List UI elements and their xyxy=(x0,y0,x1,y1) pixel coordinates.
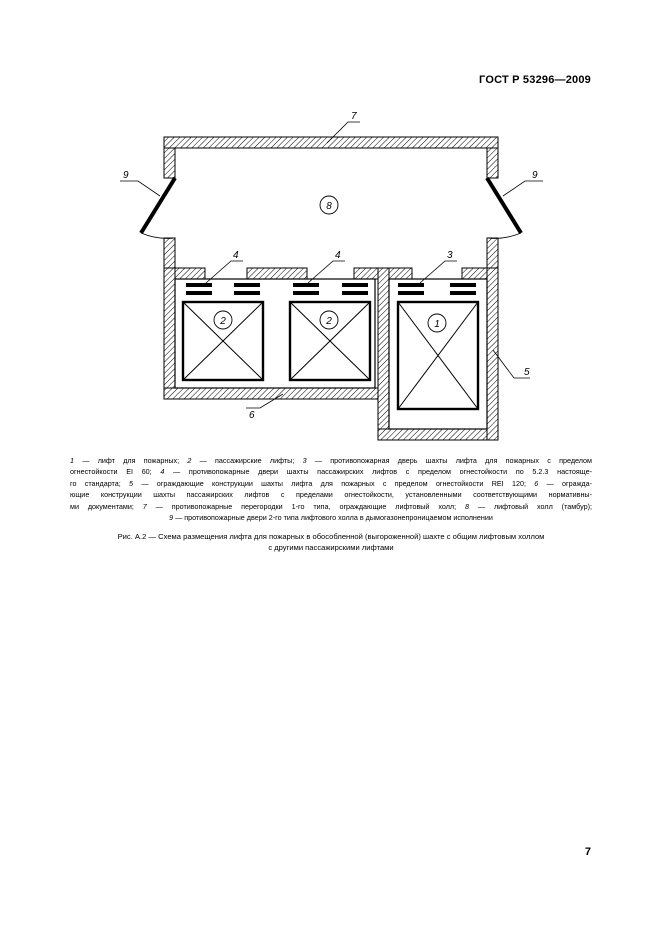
label-9b: 9 xyxy=(532,170,538,181)
legend-line-3: го стандарта; 5 — ограждающие конструкции шахты лифта для пожарных с пределом огнестойкости REI 120; 6 — огражда- xyxy=(70,478,592,488)
label-9a: 9 xyxy=(123,170,129,181)
legend-line-2: огнестойкости EI 60; 4 — противопожарные двери шахты пассажирских лифтов с пределом огнестойкости по 5.2.3 настояще- xyxy=(70,467,592,477)
firefighter-shaft-door xyxy=(398,283,476,295)
label-2b: 2 xyxy=(326,316,332,327)
label-3: 3 xyxy=(447,250,453,261)
legend-line-6: 9 — противопожарные двери 2-го типа лифтового холла в дымогазонепроницаемом исполнении xyxy=(169,513,493,523)
legend-line-4: ющие конструкции шахты пассажирских лифтов с пределами огнестойкости, установленными соответствующими нормативны- xyxy=(70,490,592,500)
label-4b: 4 xyxy=(335,250,341,261)
passenger-shaft-doors xyxy=(186,283,368,295)
caption-line-2: с другими пассажирскими лифтами xyxy=(268,543,394,552)
legend-line-1: 1 — лифт для пожарных; 2 — пассажирские лифты; 3 — противопожарная дверь шахты лифта для пожарных с пределом xyxy=(70,456,592,465)
label-4a: 4 xyxy=(233,250,239,261)
figure-caption xyxy=(70,531,592,553)
figure-legend xyxy=(70,455,592,523)
label-1: 1 xyxy=(434,319,440,330)
label-8: 8 xyxy=(326,201,332,212)
label-7: 7 xyxy=(351,111,357,122)
page-number: 7 xyxy=(584,846,591,858)
legend-line-5: ми документами; 7 — противопожарные перегородки 1-го типа, ограждающие лифтовый холл; 8 — лифтовый холл (тамбур); xyxy=(70,501,593,511)
lift-scheme-drawing xyxy=(0,0,661,450)
label-5: 5 xyxy=(524,367,530,378)
document-code: ГОСТ Р 53296—2009 xyxy=(479,74,591,86)
label-2a: 2 xyxy=(220,316,226,327)
leader-numbers xyxy=(123,111,538,421)
caption-line-1: Рис. А.2 — Схема размещения лифта для пожарных в обособленной (выгороженной) шахте с общим лифтовым холлом xyxy=(117,532,545,541)
label-6: 6 xyxy=(249,410,255,421)
